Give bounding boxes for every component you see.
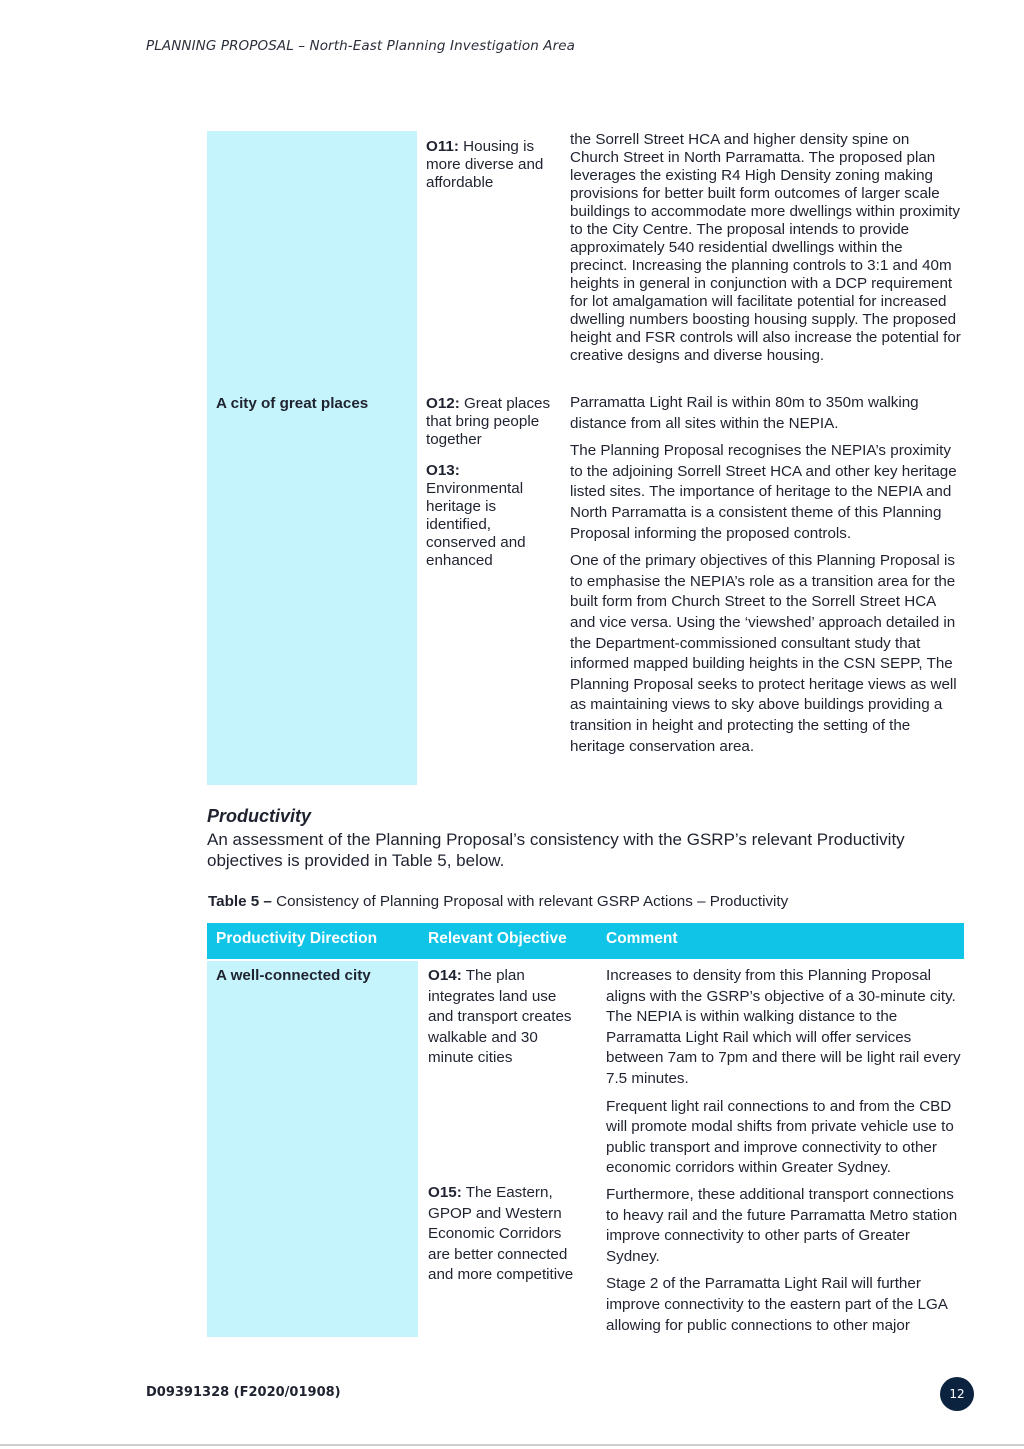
direction-label-well-connected [216,967,411,985]
bottom-rule [0,1444,1024,1446]
comment-paragraph: Parramatta Light Rail is within 80m to 350m walking distance from all sites within the NEPIA. [570,394,919,432]
page-number: 12 [949,1387,965,1401]
table5-header-direction: Productivity Direction [216,930,378,947]
direction-label-great-places [216,395,411,413]
comment-paragraph: The Planning Proposal recognises the NEPIA’s proximity to the adjoining Sorrell Street HCA and other key heritage listed sites. The importance of heritage to the NEPIA and North Parramatta is a consistent theme of this Planning Proposal informing the proposed controls. [570,442,957,542]
objective-code: O11: [426,138,459,155]
page-number-badge [940,1377,974,1411]
section-intro-productivity: An assessment of the Planning Proposal’s consistency with the GSRP’s relevant Productivity objectives is provided in Table 5, below. [207,830,905,870]
comment-paragraph: Frequent light rail connections to and from the CBD will promote modal shifts from private vehicle use to public transport and improve connectivity to other economic corridors within Greater Sydney. [606,1097,954,1177]
caption-label: Table 5 – [208,893,272,910]
objective-text: Environmental heritage is identified, conserved and enhanced [426,480,526,569]
objective-o14 [428,966,580,1069]
direction-cell-great-places [207,131,417,785]
direction-text: A city of great places [216,395,369,412]
objective-o11 [426,138,556,192]
direction-cell-well-connected [207,961,418,1337]
objective-code: O13: [426,462,460,479]
running-header: PLANNING PROPOSAL – North-East Planning Investigation Area [146,38,576,54]
caption-text: Consistency of Planning Proposal with relevant GSRP Actions – Productivity [271,893,789,910]
section-heading-productivity: Productivity [207,806,312,826]
objective-o13 [426,462,551,570]
table5-header-objective: Relevant Objective [428,930,567,947]
direction-text: A well-connected city [216,967,371,984]
objective-text: The Eastern, GPOP and Western Economic Corridors are better connected and more competitive [428,1184,574,1284]
comment-paragraph: Increases to density from this Planning Proposal aligns with the GSRP’s objective of a 30-minute city. The NEPIA is within walking distance to the Parramatta Light Rail which will offer services between 7am to 7pm and there will be light rail every 7.5 minutes. [606,967,961,1087]
comment-paragraph: Stage 2 of the Parramatta Light Rail will further improve connectivity to the eastern part of the LGA allowing for public connections to other major [606,1275,948,1334]
objective-text: The plan integrates land use and transport creates walkable and 30 minute cities [428,967,572,1067]
comment-o15 [606,1185,962,1336]
objective-code: O14: [428,967,462,984]
objective-code: O15: [428,1184,462,1201]
objective-o15 [428,1183,580,1286]
comment-paragraph: Furthermore, these additional transport connections to heavy rail and the future Parramatta Metro station improve connectivity to other parts of Greater Sydney. [606,1186,958,1265]
comment-paragraph: the Sorrell Street HCA and higher density spine on Church Street in North Parramatta. The proposed plan leverages the existing R4 High Density zoning making provisions for better built form outcomes of larger scale buildings to accommodate more dwellings within proximity to the City Centre. The proposal intends to provide approximately 540 residential dwellings within the precinct. Increasing the planning controls to 3:1 and 40m heights in general in conjunction with a DCP requirement for lot amalgamation will facilitate potential for increased dwelling numbers boosting housing supply. The proposed height and FSR controls will also increase the potential for creative designs and diverse housing. [570,131,961,364]
objective-text: Great places that bring people together [426,395,551,448]
comment-o14 [606,966,962,1179]
table5-caption [208,893,788,910]
comment-o11 [570,131,962,365]
objective-o12 [426,395,556,449]
table5-header-comment: Comment [606,930,678,947]
footer-document-code: D09391328 (F2020/01908) [146,1385,341,1400]
objective-text: Housing is more diverse and affordable [426,138,544,191]
comment-paragraph: One of the primary objectives of this Planning Proposal is to emphasise the NEPIA’s role as a transition area for the built form from Church Street to the Sorrell Street HCA and vice versa. Using the ‘viewshed’ approach detailed in the Department-commissioned consultant study that informed mapped building heights in the CSN SEPP, The Planning Proposal seeks to protect heritage views as well as maintaining views to sky above buildings providing a transition in height and protecting the setting of the heritage conservation area. [570,552,957,755]
comment-o12-o13 [570,393,962,757]
objective-code: O12: [426,395,460,412]
